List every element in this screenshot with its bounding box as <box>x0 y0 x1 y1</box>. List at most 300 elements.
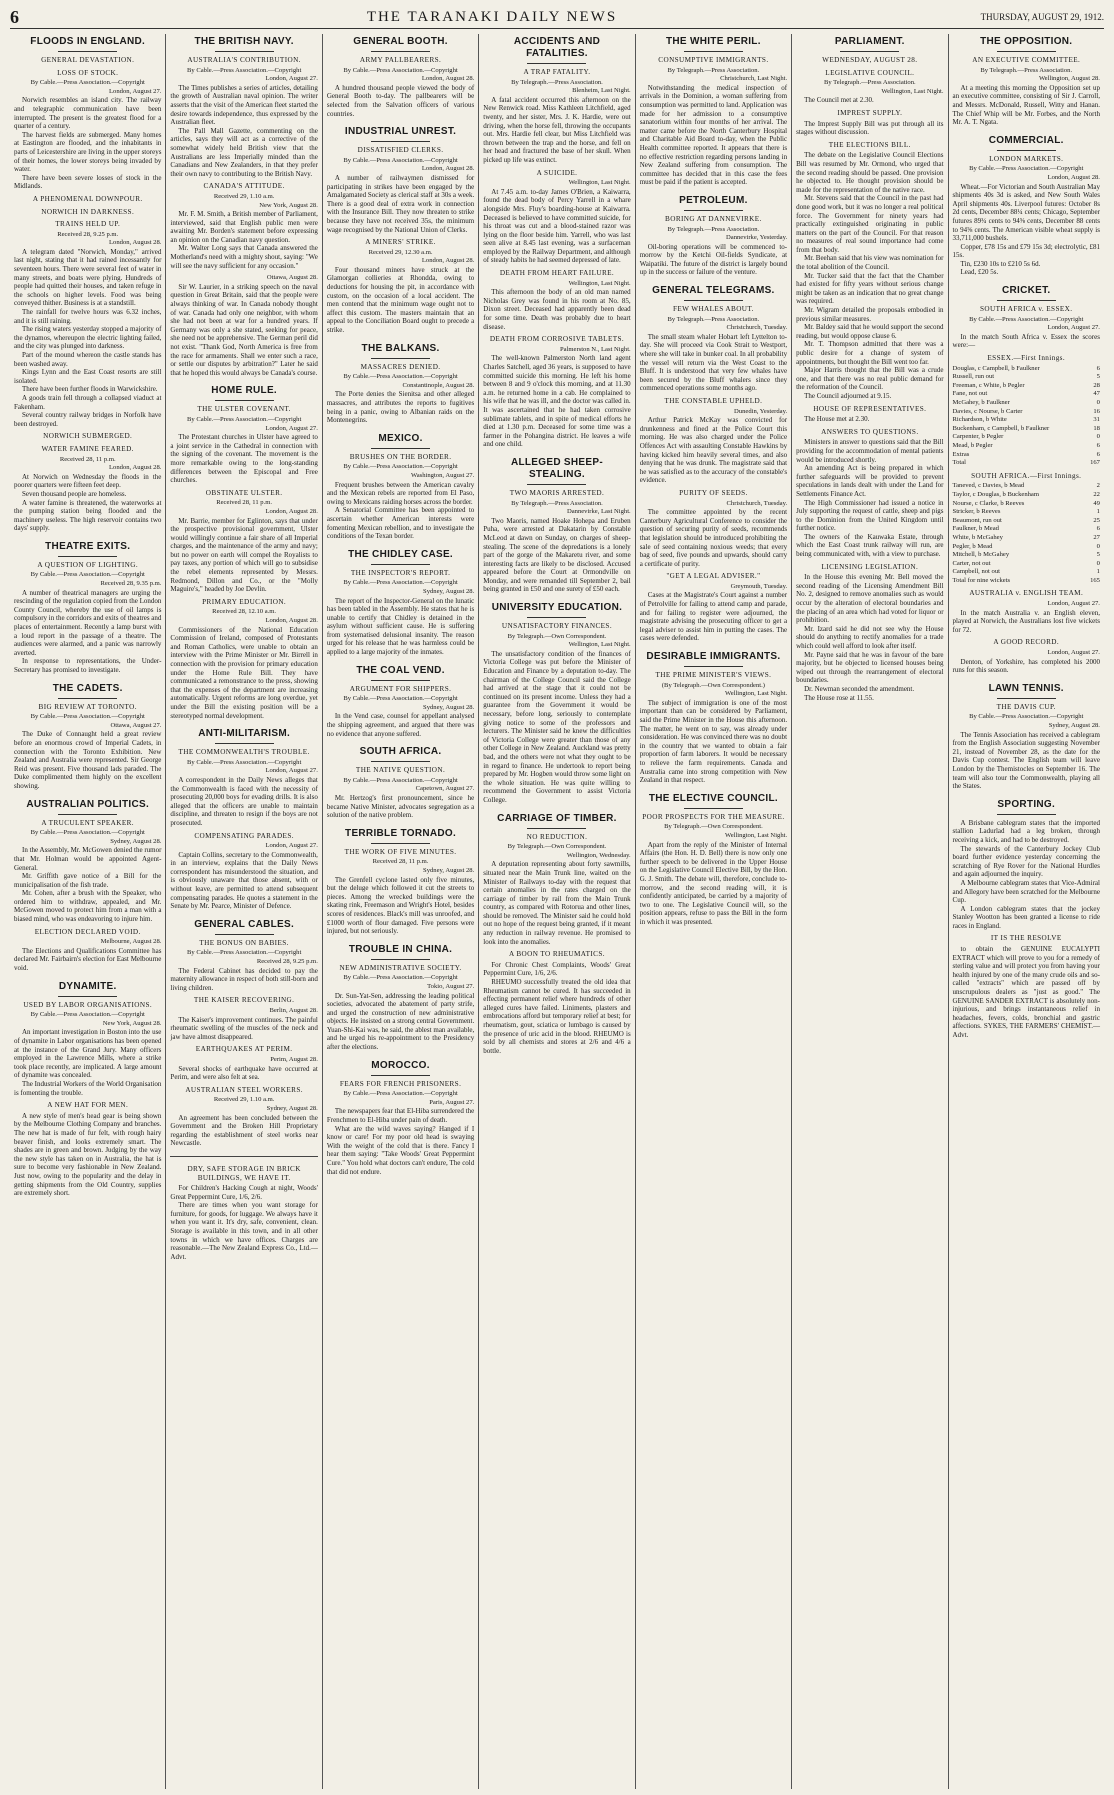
article-headline: DYNAMITE. <box>14 981 161 997</box>
section-subhead: AUSTRALIA'S CONTRIBUTION. <box>187 56 301 64</box>
paragraph: The Council met at 2.30. <box>804 96 874 105</box>
paragraph: The newspapers fear that El-Hiba surrendered the Frenchmen to El-Hiba under pain of death. <box>326 1107 475 1125</box>
article-section <box>14 432 161 441</box>
section-subhead: USED BY LABOR ORGANISATIONS. <box>23 1000 153 1009</box>
paragraph: Mr. F. M. Smith, a British member of Parliament, interviewed, said that English public men were awaiting Mr. Borden's statement before expressing an opinion on the Canadian navy question. <box>170 210 318 244</box>
article-section <box>14 561 161 675</box>
dateline: London, August 27. <box>1047 600 1100 608</box>
runs: 18 <box>1093 424 1100 432</box>
byline: By Telegraph.—Own Correspondent. <box>507 843 607 851</box>
paragraph: The Kaiser's improvement continues. The painful rheumatic swelling of the muscles of the neck and jaw have almost disappeared. <box>170 1015 318 1041</box>
runs: 1 <box>1096 568 1100 576</box>
byline: Received 28, 11 p.m. <box>59 455 116 463</box>
article <box>953 285 1100 675</box>
runs: 6 <box>1096 364 1100 372</box>
paragraph: In the match South Africa v. Essex the scores were:— <box>952 332 1100 350</box>
paragraph: At 7.45 a.m. to-day James O'Brien, a Kaiwarra, found the dead body of Percy Yarrell in a whare alongside Mrs. Fluy's boarding-house at Kaiwarra. Deceased is believed to have committed suicide, for his throat was cut and a blood-stained razor was lying on the floor beside him. Yarrell, who was last seen alive at 8.45 last evening, was a surfaceman employed by the Railway Department, and although of steady habits he had seemed depressed of late. <box>483 187 631 265</box>
article-headline: INDUSTRIAL UNREST. <box>327 126 474 142</box>
article <box>327 126 474 334</box>
article-headline: MEXICO. <box>327 433 474 449</box>
paragraph: There are times when you want storage for furniture, for goods, for luggage. We always have it when you want it. It's dry, safe, convenient, clean. Storage is available in this town, and in all other towns in which we have offices. Charges are reasonable.—The New Zealand Express Co., Ltd.—Advt. <box>170 1201 318 1261</box>
batsman: Total <box>952 459 966 467</box>
runs: 6 <box>1096 525 1100 533</box>
batsman: Mitchell, b McGahey <box>952 551 1010 559</box>
byline: By Cable.—Press Association.—Copyright <box>343 66 458 74</box>
dateline: Dannevirke, Last Night. <box>566 508 631 516</box>
byline: By Cable.—Press Association.—Copyright <box>343 156 458 164</box>
paragraph: The House rose at 11.55. <box>804 693 874 702</box>
article-section <box>14 1001 161 1098</box>
article-headline: DESIRABLE IMMIGRANTS. <box>640 651 787 667</box>
dateline: Sydney, August 28. <box>266 1104 318 1112</box>
article <box>327 36 474 118</box>
section-subhead: ANSWERS TO QUESTIONS. <box>821 427 919 436</box>
score-row <box>953 500 1100 509</box>
runs: 0 <box>1096 542 1100 550</box>
article <box>327 746 474 820</box>
dateline: London, August 27. <box>265 842 318 850</box>
batsman: Fane, not out <box>952 390 988 398</box>
dateline: London, August 28. <box>1047 173 1100 181</box>
batsman: Freeman, c White, b Pegler <box>952 381 1025 389</box>
byline: Received 29, 12.30 a.m. <box>368 248 433 256</box>
score-row <box>953 560 1100 569</box>
paragraph: Sir W. Laurier, in a striking speech on the naval question in Great Britain, said that the people were always thinking of war. In Canada nobody thought of war. Canada had only one neighbor, with whom she had not been at war for a hundred years. If Germany was only a she stated, seeking for peace, she need not be apprehensive. The German peril did not exist. "Thank God, North America is free from the race for armaments. Shall we enter such a race, or settle our disputes by arbitration?" Later he said that he hoped this would always be Canada's course. <box>170 282 318 377</box>
dateline: London, August 27. <box>1047 649 1100 657</box>
paragraph: The debate on the Legislative Council Elections Bill was resumed by Mr. Ormond, who urged that the second reading should be passed. One provision he objected to. He thought provision should be made for the representation of the native race. <box>796 151 944 194</box>
byline: By Telegraph.—Press Association. <box>980 66 1073 74</box>
batsman: Taylor, c Douglas, b Buckenham <box>952 490 1039 498</box>
article-section <box>483 335 630 449</box>
article-section <box>640 56 787 187</box>
batsman: Pegler, b Mead <box>952 542 993 550</box>
dateline: London, August 28. <box>421 165 475 173</box>
paragraph: The report of the Inspector-General on the lunatic has been tabled in the Assembly. He states that he is unable to certify that Chidley is detained in the asylum without sufficient cause. He is suffering from systematised delusional insanity. The reason urged for his release that he was harmless could be applied to a large majority of the inmates. <box>326 596 475 657</box>
score-row <box>953 568 1100 577</box>
article-section <box>170 1045 317 1081</box>
article-section <box>327 848 474 936</box>
article <box>483 457 630 594</box>
paragraph: The unsatisfactory condition of the finances of Victoria College was put before the Minister of Education and Finance by a deputation to-day. The chairman of the College Council said the College had arrived at the stage that it could not be continued on its present income. Unless they had a guarantee from the Government it would be necessary, before long, seriously to contemplate giving notice to some of the professors and lecturers. The Minister said he knew the difficulties of Victoria College were greater than those of any other College in New Zealand. Auckland was pretty bad, and the others were not what they ought to be in regard to finance. He undertook to report being prepared by Mr. Hogben would throw some light on the whole situation. He was quite willing to recommend the Government to assist Victoria College. <box>483 649 631 804</box>
paragraph: The Porte denies the Sienitsa and other alleged massacres, and attributes the reports to fugitives being in a panic, owing to Albanian raids on the Montenegrins. <box>326 390 475 425</box>
column-4 <box>479 34 635 1789</box>
paragraph: Seven thousand people are homeless. <box>22 489 127 498</box>
paragraph: The Industrial Workers of the World Organisation is fomenting the trouble. <box>14 1079 162 1097</box>
article <box>14 36 161 533</box>
article-section <box>170 274 317 377</box>
section-subhead: FEW WHALES ABOUT. <box>672 305 754 314</box>
section-subhead: THE ULSTER COVENANT. <box>197 405 291 414</box>
byline: Received 28, 12.10 a.m. <box>212 608 277 616</box>
section-subhead: OBSTINATE ULSTER. <box>205 488 283 497</box>
article-section <box>170 598 317 720</box>
runs: 0 <box>1096 433 1100 441</box>
article-headline: SPORTING. <box>953 799 1100 815</box>
article-section <box>327 1080 474 1177</box>
article-section <box>640 572 787 643</box>
dateline: Christchurch, Tuesday. <box>726 499 788 507</box>
article-section <box>483 950 630 1055</box>
article <box>14 799 161 973</box>
article-headline: UNIVERSITY EDUCATION. <box>483 602 630 618</box>
column-2 <box>166 34 322 1789</box>
newspaper-title: THE TARANAKI DAILY NEWS <box>366 8 618 25</box>
paragraph: A Senatorial Committee has been appointed to ascertain whether American interests were fomenting Mexican rebellion, and to investigate the conditions of the Texan border. <box>326 506 475 541</box>
paragraph: Mr. Beehan said that his view was nomination for the total abolition of the Council. <box>796 254 944 272</box>
paragraph: There have been severe losses of stock in the Midlands. <box>14 173 162 191</box>
dateline: Wellington, Last Night. <box>725 690 788 698</box>
article-section <box>327 685 474 739</box>
section-subhead: AUSTRALIA v. ENGLISH TEAM. <box>969 589 1084 598</box>
score-row <box>953 543 1100 552</box>
article-section <box>953 934 1100 1039</box>
article-section <box>170 182 317 270</box>
article-section <box>170 996 317 1041</box>
article-section <box>327 56 474 118</box>
dateline: Ottawa, August 27. <box>110 721 162 729</box>
byline: By Cable.—Press Association.—Copyright <box>969 713 1084 721</box>
section-subhead: MASSACRES DENIED. <box>360 362 441 371</box>
dateline: London, August 27. <box>265 424 318 432</box>
byline: By Cable.—Press Association.—Copyright <box>343 974 458 982</box>
article-section <box>327 964 474 1052</box>
paragraph: Copper, £78 15s and £79 15s 3d; electrolytic, £81 15s. <box>952 242 1100 260</box>
paragraph: The High Commissioner had issued a notice in July supporting the request of cattle, sheep and pigs to the Dominion from the United Kingdom until further notice. <box>796 498 944 533</box>
column-3 <box>323 34 479 1789</box>
column-1 <box>10 34 166 1789</box>
score-row <box>953 482 1100 491</box>
article-section <box>14 195 161 204</box>
section-subhead: THE KAISER RECOVERING. <box>193 996 295 1005</box>
article <box>14 683 161 791</box>
paragraph: The Times publishes a series of articles, detailing the growth of Australian naval opinion. The writer asserts that the visit of the American fleet started the desire towards independence, thus expressed by the Australian fleet. <box>170 83 318 127</box>
article-section <box>640 305 787 393</box>
paragraph: An amending Act is being prepared in which further safeguards will be provided to prevent speculations in lands dealt with under the Land for Settlements Finance Act. <box>796 464 944 498</box>
section-subhead: THE INSPECTOR'S REPORT. <box>350 568 451 577</box>
section-subhead: SOUTH AFRICA v. ESSEX. <box>980 305 1073 314</box>
article-section <box>483 489 630 594</box>
article-section <box>796 141 943 401</box>
paragraph: Dr. Sun-Yat-Sen, addressing the leading political societies, advocated the abatement of party strife, and urged the construction of new administrative objects. He insisted on a strong central Government. Yuan-Shi-Kai was, he said, the ablest man available, and he urged his re-appointment to the Presidency after the elections. <box>326 991 475 1052</box>
paragraph: The Federal Cabinet has decided to pay the maternity allowance in respect of both still-born and living children. <box>170 966 318 992</box>
section-subhead: IMPREST SUPPLY. <box>837 108 903 117</box>
page-number: 6 <box>10 6 19 27</box>
article-section <box>483 169 630 266</box>
dateline: Received 28, 9.35 p.m. <box>100 580 162 588</box>
section-subhead: BRUSHES ON THE BORDER. <box>349 452 452 461</box>
dateline: Wellington, Last Night. <box>568 641 631 649</box>
article <box>953 36 1100 127</box>
paragraph: Mr. Cohen, after a brush with the Speaker, who ordered him to withdraw, appealed, and Mr. McGowen moved to protect him from a man with a biased mind, who was endeavoring to injure him. <box>14 889 162 924</box>
dateline: London, August 28. <box>109 239 162 247</box>
section-subhead: ELECTION DECLARED VOID. <box>34 927 141 936</box>
paragraph: Kings Lynn and the East Coast resorts are still isolated. <box>14 368 162 385</box>
article <box>170 385 317 720</box>
paragraph: The Grenfell cyclone lasted only five minutes, but the deluge which followed it cut the streets to pieces. Among the wrecked buildings were the skating rink, Freemason and Wright's Hotel, besides scores of residences. Black's mill was unroofed, and £1000 worth of flour damaged. Five persons were injured, but not seriously. <box>326 875 475 936</box>
section-subhead: TWO MAORIS ARRESTED. <box>509 488 605 497</box>
paragraph: A number of theatrical managers are urging the rescinding of the regulation copied from the London County Council, whereby the use of oil lamps is compulsory in the corridors and exits of theatres and places of entertainment. Recently a lamp burst with a loud report in the passage of a theatre. The audiences were alarmed, and a panic was narrowly averted. <box>14 588 162 657</box>
section-subhead: THE ELECTIONS BILL. <box>828 140 911 149</box>
paragraph: Mr. Tucker said that the fact that the Chamber had existed for fifty years without serious change might be taken as an indication that no great change was required. <box>796 271 944 306</box>
batsman: Carter, not out <box>952 559 991 567</box>
section-subhead: THE WORK OF FIVE MINUTES. <box>344 847 457 856</box>
paragraph: There have been further floods in Warwickshire. <box>22 385 158 394</box>
score-table <box>953 482 1100 585</box>
dateline: Wellington, Last Night. <box>881 87 944 95</box>
score-row <box>953 577 1100 586</box>
byline: By Cable.—Press Association.—Copyright <box>343 579 458 587</box>
batsman: Nourse, c Clarke, b Reeves <box>952 499 1025 507</box>
byline: By Cable.—Press Association.—Copyright <box>186 758 302 766</box>
dateline: Ottawa, August 28. <box>266 274 318 282</box>
column-5 <box>636 34 792 1789</box>
score-row <box>953 416 1100 425</box>
paragraph: An important investigation in Boston into the use of dynamite in Labor organisations has been opened at the instance of the Grand Jury. Many officers employed in the Lawrence Mills, where a strike took place recently, are implicated. A large amount of dynamite was concealed. <box>14 1028 162 1080</box>
byline: Received 29, 1.10 a.m. <box>213 192 275 200</box>
paragraph: Oil-boring operations will be commenced to-morrow by the Ketchi Oil-fields Syndicate, at Waipatiki. The future of the district is largely bound up in the success or failure of the venture. <box>639 242 788 277</box>
article-section <box>170 748 317 827</box>
score-row <box>953 442 1100 451</box>
dateline: Capetown, August 27. <box>415 785 475 793</box>
section-subhead: A TRUCULENT SPEAKER. <box>41 818 135 827</box>
section-subhead: ESSEX.—First Innings. <box>987 354 1066 363</box>
byline: By Telegraph.—Press Association. <box>667 66 760 74</box>
dateline: Received 28, 9.25 p.m. <box>256 958 318 966</box>
article <box>327 944 474 1052</box>
section-subhead: NEW ADMINISTRATIVE SOCIETY. <box>339 963 462 972</box>
batsman: Carpenter, b Pegler <box>952 433 1004 441</box>
paragraph: The owners of the Kauwaka Estate, through which the East Coast trunk railway will run, are being communicated with, with a view to purchase. <box>796 532 944 559</box>
section-subhead: DEATH FROM CORROSIVE TABLETS. <box>489 335 625 344</box>
paragraph: In the match Australia v. an English eleven, played at Norwich, the Australians lost five wickets for 72. <box>952 608 1100 634</box>
article-headline: ALLEGED SHEEP-STEALING. <box>483 457 630 485</box>
section-subhead: A SUICIDE. <box>536 168 578 177</box>
section-subhead: A GOOD RECORD. <box>993 638 1060 647</box>
paragraph: The Imprest Supply Bill was put through all its stages without discussion. <box>796 119 944 137</box>
issue-date: THURSDAY, AUGUST 29, 1912. <box>980 12 1104 22</box>
section-subhead: FEARS FOR FRENCH PRISONERS. <box>339 1079 462 1088</box>
byline: By Telegraph.—Press Association. <box>823 79 916 87</box>
dateline: Greymouth, Tuesday. <box>730 582 788 590</box>
article <box>327 549 474 657</box>
dateline: New York, August 28. <box>102 1019 162 1027</box>
paragraph: The Tennis Association has received a cablegram from the English Association suggesting November 21, instead of November 28, as the date for the Davis Cup contest. The English team will leave London by the Themistocles on September 16. The team will also tour the Commonwealth, playing all the States. <box>952 730 1100 791</box>
article-headline: THE CADETS. <box>14 683 161 699</box>
paragraph: Denton, of Yorkshire, has completed his 2000 runs for this season. <box>952 657 1100 675</box>
batsman: Russell, run out <box>952 373 995 381</box>
dateline: London, August 28. <box>265 507 318 515</box>
paragraph: The Protestant churches in Ulster have agreed to a joint service in the Cathedral in connection with the signing of the covenant. The movement is the more remarkable owing to the long-standing differences between the Episcopal and Free churches. <box>170 433 318 485</box>
section-subhead: CANADA'S ATTITUDE. <box>203 182 285 191</box>
article <box>953 799 1100 1040</box>
runs: 31 <box>1093 416 1100 424</box>
section-subhead: IT IS THE RESOLVE <box>990 934 1062 943</box>
score-row <box>953 365 1100 374</box>
byline: By Telegraph.—Own Correspondent. <box>664 823 763 831</box>
section-subhead: COMPENSATING PARADES. <box>194 831 294 840</box>
paragraph: Mr. Baldey said that he would support the second reading, but would oppose clause 6. <box>796 323 944 340</box>
paragraph: Wheat.—For Victorian and South Australian May shipments 40s 3d is asked, and New South Wales April shipments 40s. Liverpool futures: October 8s 2d cents, December 88¼ cents; Chicago, September futures 89¾ cents to 94⅝ cents, December 88 cents to 94⅝ cents. The American visible wheat supply is 33,711,000 bushels. <box>952 182 1100 243</box>
section-subhead: DRY, SAFE STORAGE IN BRICK BUILDINGS, WE HAVE IT. <box>187 1164 301 1182</box>
paragraph: A hundred thousand people viewed the body of General Booth to-day. The pallbearers will be selected from the Salvation officers of various countries. <box>326 83 475 118</box>
dateline: Sydney, August 28. <box>110 837 162 845</box>
article-headline: PARLIAMENT. <box>796 36 943 52</box>
section-subhead: THE NATIVE QUESTION. <box>355 766 446 775</box>
paragraph: The Elections and Qualifications Committee has declared Mr. Fairbairn's election for East Melbourne void. <box>14 946 162 973</box>
article-section <box>640 215 787 277</box>
batsman: Stricker, b Reeves <box>952 508 1001 516</box>
paragraph: Captain Collins, secretary to the Commonwealth, in an interview, explains that the Daily News correspondent has misunderstood the situation, and is obviously unaware that those absent, with or without leave, are permitted to attend subsequent compensating parades. He quotes a statement in the Senate by Mr. Pearce, Minister of Defence. <box>170 850 318 911</box>
article-section <box>640 671 787 785</box>
article <box>327 828 474 936</box>
article-section <box>170 1165 317 1262</box>
byline: By Cable.—Press Association.—Copyright <box>343 776 458 784</box>
article-section <box>796 405 943 424</box>
article-headline: SOUTH AFRICA. <box>327 746 474 762</box>
article-section <box>953 155 1100 277</box>
article-section <box>953 638 1100 674</box>
section-subhead: WATER FAMINE FEARED. <box>41 444 134 453</box>
article-section <box>953 305 1100 350</box>
section-subhead: A PHENOMENAL DOWNPOUR. <box>32 194 143 203</box>
article-headline: PETROLEUM. <box>640 195 787 211</box>
section-subhead: BIG REVIEW AT TORONTO. <box>38 702 137 711</box>
article-section <box>796 563 943 703</box>
section-subhead: THE BONUS ON BABIES. <box>199 938 289 947</box>
article-headline: HOME RULE. <box>170 385 317 401</box>
article-section <box>327 238 474 335</box>
paragraph: For Chronic Chest Complaints, Woods' Great Peppermint Cure, 1/6, 2/6. <box>483 960 631 978</box>
runs: 16 <box>1093 407 1100 415</box>
section-subhead: LOSS OF STOCK. <box>57 68 119 77</box>
article-section <box>640 813 787 927</box>
byline: Received 28, 11 p.m. <box>216 499 273 507</box>
byline: By Cable.—Press Association.—Copyright <box>343 1090 458 1098</box>
article <box>327 665 474 739</box>
section-subhead: AN EXECUTIVE COMMITTEE. <box>972 56 1081 64</box>
section-subhead: THE DAVIS CUP. <box>996 702 1056 711</box>
article-headline: CRICKET. <box>953 285 1100 301</box>
section-subhead: THE COMMONWEALTH'S TROUBLE. <box>178 748 310 757</box>
article <box>14 541 161 675</box>
paragraph: The rising waters yesterday stopped a majority of the dynamos, whereupon the electric lighting failed, and the city was plunged into darkness. <box>14 325 162 351</box>
paragraph: The Duke of Connaught held a great review before an enormous crowd of Imperial Cadets, in connection with the Toronto Exhibition. New Zealand and Australia were represented. Sir George Reid was present. Five thousand lads paraded. The Duke complimented them highly on the excellent showing. <box>14 730 162 790</box>
paragraph: Two Maoris, named Hoake Hohepa and Eruben Puha, were arrested at Dakatarin by Constable McLeod at dawn on Sunday, on charges of sheep-stealing. The scene of the depredations is a lonely part of the gorge of the Makaretu river, and some interesting facts are likely to be disclosed. Accused appeared before the Court at Ormondville on Monday, and were remanded till September 2, bail being granted in £50 and one surety of £50 each. <box>483 516 631 594</box>
article-section <box>170 832 317 911</box>
paragraph: Mr. Griffith gave notice of a Bill for the municipalisation of the fish trade. <box>14 872 162 889</box>
article-section <box>796 428 943 559</box>
article-section <box>953 589 1100 634</box>
article-headline: LAWN TENNIS. <box>953 683 1100 699</box>
paragraph: A number of railwaymen dismissed for participating in strikes have been engaged by the Amalgamated Society as clerical staff at 30s a week. There is a good deal of extra work in connection with the Insurance Bill. They now threaten to strike because they have not received 35s, the minimum wage recognised by the National Union of Clerks. <box>326 173 475 234</box>
paragraph: A Melbourne cablegram states that Vice-Admiral and Allegory have been scratched for the Melbourne Cup. <box>952 878 1100 905</box>
paragraph: Norwich resembles an island city. The railway and telegraphic communication have been interrupted. The present is the greatest flood for a quarter of a century. <box>14 96 162 131</box>
section-subhead: A MINERS' STRIKE. <box>365 238 436 247</box>
byline: By Cable.—Press Association.—Copyright <box>969 165 1084 173</box>
article-section <box>327 569 474 657</box>
article-section <box>327 766 474 820</box>
article-section <box>327 363 474 425</box>
article-section <box>483 68 630 165</box>
paragraph: At Norwich on Wednesday the floods in the poorer quarters were fifteen feet deep. <box>14 472 162 490</box>
batsman: Davies, c Nourse, b Carter <box>952 407 1023 415</box>
article-headline: ACCIDENTS AND FATALITIES. <box>483 36 630 64</box>
dateline: Paris, August 27. <box>429 1098 475 1106</box>
section-subhead: ARGUMENT FOR SHIPPERS. <box>349 684 452 693</box>
article-headline: FLOODS IN ENGLAND. <box>14 36 161 52</box>
byline: By Telegraph.—Press Association. <box>511 78 603 86</box>
score-row <box>953 425 1100 434</box>
batsman: McGahey, b Faulkner <box>952 399 1010 406</box>
paragraph: Four thousand miners have struck at the Glamorgan collieries at Rhondda, owing to deductions for housing the pit, in accordance with custom, on the occasion of a local accident. The men contend that the minimum wage ought not to affect this custom. The masters maintain that an appeal to the Conciliation Board ought to precede a strike. <box>326 265 475 335</box>
section-subhead: DEATH FROM HEART FAILURE. <box>499 269 615 278</box>
article-section <box>170 56 317 178</box>
byline: By Cable.—Press Association.—Copyright <box>186 949 302 957</box>
paragraph: For Children's Hacking Cough at night, Woods' Great Peppermint Cure, 1/6, 2/6. <box>170 1184 318 1201</box>
section-subhead: WEDNESDAY, AUGUST 28. <box>822 56 918 64</box>
paragraph: Major Harris thought that the Bill was a crude one, and that there was no real public demand for the reformation of the Council. <box>796 366 944 392</box>
batsman: Buckenham, c Campbell, b Faulkner <box>952 424 1050 432</box>
runs: 6 <box>1096 441 1100 449</box>
score-row <box>953 508 1100 517</box>
dateline: Wellington, August 28. <box>1038 75 1100 83</box>
article <box>640 285 787 643</box>
article-headline: THE WHITE PERIL. <box>640 36 787 52</box>
paragraph: A water famine is threatened, the waterworks at the pumping station being flooded and the machinery useless. The high reservoir contains two days' supply. <box>14 498 162 533</box>
section-subhead: "GET A LEGAL ADVISER." <box>666 572 761 581</box>
dateline: Wellington, Last Night. <box>725 831 788 839</box>
byline: Received 29, 1.10 a.m. <box>213 1096 275 1104</box>
article-section <box>953 56 1100 127</box>
byline: By Cable.—Press Association.—Copyright <box>30 713 145 721</box>
masthead <box>10 6 1104 29</box>
dateline: Constantinople, August 28. <box>402 381 475 389</box>
dateline: Sydney, August 28. <box>423 587 475 595</box>
dateline: Wellington, Last Night. <box>568 179 631 187</box>
section-subhead: EARTHQUAKES AT PERIM. <box>195 1045 293 1054</box>
byline: By Cable.—Press Association.—Copyright <box>969 315 1084 323</box>
dateline: Christchurch, Tuesday. <box>726 324 788 332</box>
article <box>327 1060 474 1177</box>
dateline: Sydney, August 28. <box>423 866 475 874</box>
score-row <box>953 382 1100 391</box>
article <box>640 651 787 785</box>
dateline: London, August 27. <box>1047 324 1100 332</box>
score-row <box>953 459 1100 468</box>
article-section <box>953 354 1100 468</box>
article-section <box>14 69 161 191</box>
score-table <box>953 365 1100 468</box>
paragraph: The well-known Palmerston North land agent Charles Satchell, aged 36 years, is supposed to have committed suicide this morning. He left his home between 8 and 9 o'clock this morning, and at 11.30 a.m. he returned home in a cab. He complained to his wife that he was ill, and the doctor was called in. It was ascertained that he had taken corrosive sublimate tablets, and in spite of medical efforts he died at 1.30 p.m. Deceased for some time was a farmer in the Pohangina district. He leaves a wife and one child. <box>483 354 631 449</box>
runs: 28 <box>1093 381 1100 389</box>
paragraph: This afternoon the body of an old man named Nicholas Grey was found in his room at No. 85, Dixon street. Deceased had apparently been dead for some time. Death was probably due to heart disease. <box>483 288 631 331</box>
article-section <box>796 69 943 105</box>
article-headline: GENERAL BOOTH. <box>327 36 474 52</box>
byline: By Cable.—Press Association.—Copyright <box>343 373 458 381</box>
article-headline: ANTI-MILITARISM. <box>170 728 317 744</box>
dateline: London, August 28. <box>109 464 162 472</box>
paragraph: The rainfall for twelve hours was 6.32 inches, and it is still raining. <box>14 308 162 325</box>
section-subhead: NO REDUCTION. <box>526 832 588 841</box>
article-section <box>953 819 1100 931</box>
dateline: New York, August 28. <box>259 201 318 209</box>
paragraph: The subject of immigration is one of the most important than can be considered by Parliament, said the Prime Minister in the House this afternoon. The matter, he went on to say, was already under consideration. He was convinced there was no doubt in the country that we wanted to obtain a fair proportion of farm laborers. It would be necessary to relieve the farm requirements. Canada and Australia came into strong competition with New Zealand in that respect. <box>639 698 788 785</box>
article-headline: THEATRE EXITS. <box>14 541 161 557</box>
paragraph: to obtain the GENUINE EUCALYPTI EXTRACT which will prove to you for a remedy of sterling value and will protect you from having your health injured by one of the many crude oils and so-called "extracts" which are passed off by unscrupulous dealers as "just as good." The GENUINE SANDER EXTRACT is absolutely non-injurious, and brings instantaneous relief in headaches, fevers, colds, bronchial and gastric affections. SYKES, THE FARMERS' CHEMIST.—Advt. <box>952 945 1100 1039</box>
section-subhead: A TRAP FATALITY. <box>523 68 591 76</box>
article <box>796 36 943 702</box>
paragraph: An agreement has been concluded between the Government and the Broken Hill Proprietary regarding the establishment of steel works near Newcastle. <box>170 1113 318 1148</box>
